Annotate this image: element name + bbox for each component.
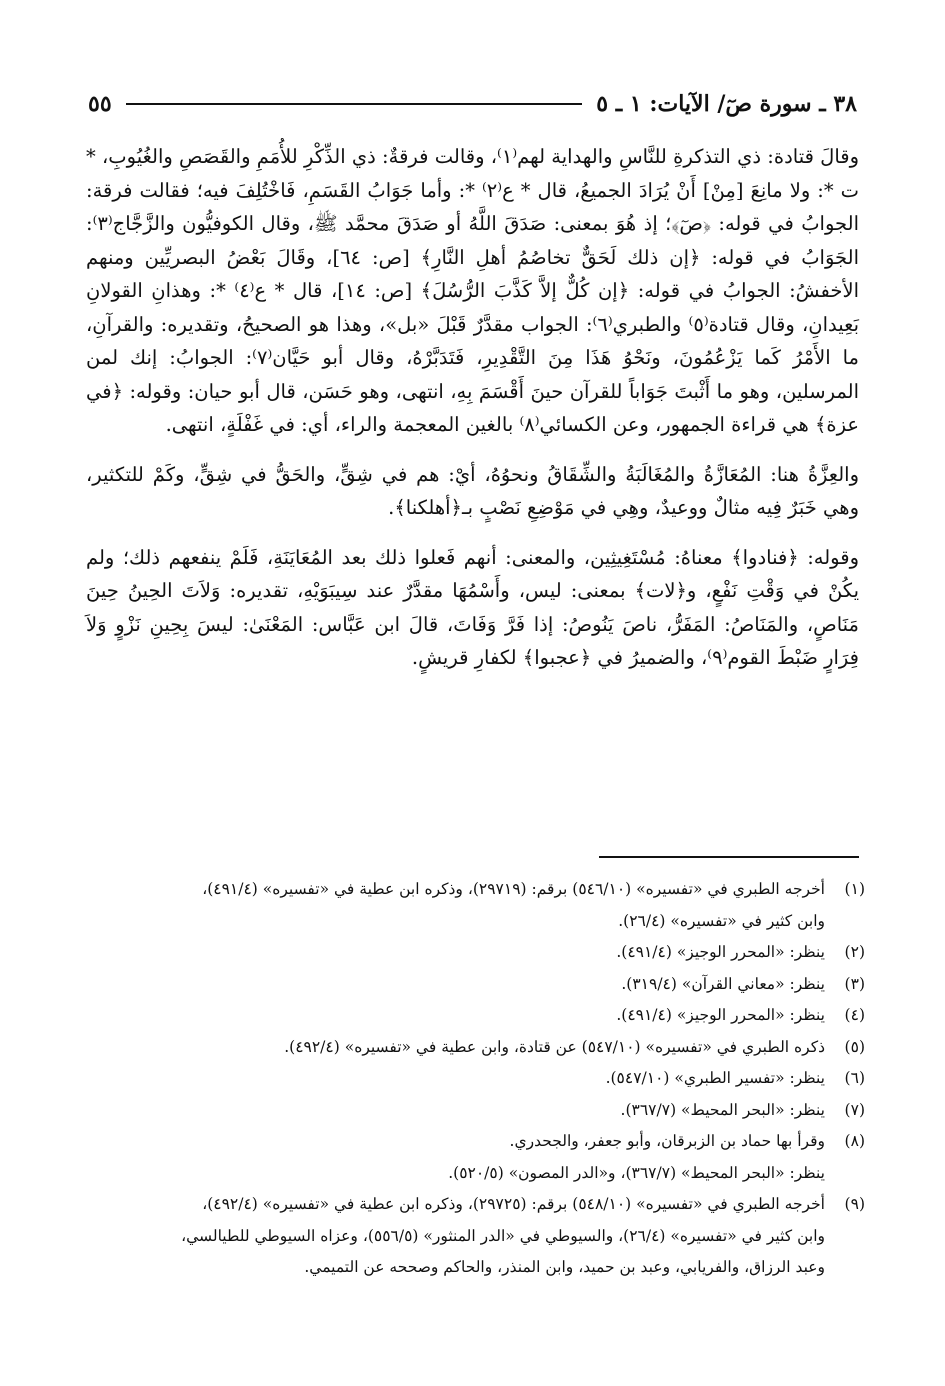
- paragraph-3: وقوله: ﴿فنادوا﴾ معناهُ: مُسْتَغِيثِين، والمعنى: أنهم فَعلوا ذلك بعد المُعَايَنَةِ، فَلَمْ ينفعهم ذلك؛ ولم يكُنْ في وَقْتِ نَفْعٍ، و﴿لات﴾ بمعنى: ليس، وأَسْمُهَا مقدَّرٌ عند سِيبَوَيْهِ، تقديره: وَلاَتَ الحِينُ حِينَ مَنَاصٍ، والمَنَاصُ: المَفَرُّ، ناصَ يَنُوصُ: إذا فَرَّ وَفَاتَ، قالَ ابن عَبَّاس: المَعْنَىٰ: ليسَ بِحِينِ نَزْوٍ وَلاَ فِرَارٍ ضَبْطَ القوم⁽٩⁾، والضميرُ في ﴿عجبوا﴾ لكفارِ قريشٍ.: [86, 545, 859, 669]
- main-text: [86, 140, 859, 675]
- footnote-separator: [599, 856, 859, 858]
- header-rule: [126, 103, 583, 105]
- paragraph-2: والعِزَّةُ هنا: المُعَازَّةُ والمُغَالَبَةُ والشِّقَاقُ ونحوُهُ، أيْ: هم في شِقٍّ، والحَقُّ في شِقٍّ، وكَمْ للتكثير، وهي خَبَرٌ فِيه مثالٌ ووعيدٌ، وهِي في مَوْضِعِ نَصْبٍ بـ﴿أهلكنا﴾.: [86, 462, 859, 519]
- footnote-number: (٨): [844, 1132, 865, 1150]
- page-number: ٥٥: [88, 91, 112, 117]
- footnote-number: (١): [844, 880, 865, 898]
- footnote-line: وقرأ بها حماد بن الزبرقان، وأبو جعفر، والجحدري.: [509, 1132, 825, 1150]
- footnote-number: (٩): [844, 1195, 865, 1213]
- footnote-number: (٥): [844, 1037, 865, 1056]
- footnote-line: ينظر: «معاني القرآن» (٣١٩/٤).: [621, 974, 825, 993]
- footnote-line: وعبد الرزاق، والفريابي، وعبد بن حميد، وابن المنذر، والحاكم وصححه عن التميمي.: [304, 1258, 825, 1276]
- footnote-line: ينظر: «المحرر الوجيز» (٤٩١/٤).: [616, 1006, 825, 1024]
- surah-title: ٣٨ ـ سورة صٓ/ الآيات: ١ ـ ٥: [596, 91, 857, 117]
- footnote-line: ينظر: «المحرر الوجيز» (٤٩١/٤).: [616, 943, 825, 961]
- footnote-9: [86, 1189, 865, 1284]
- footnote-5: [86, 1032, 865, 1064]
- footnote-1: [86, 874, 865, 937]
- footnote-8: [86, 1126, 865, 1189]
- footnote-7: [86, 1095, 865, 1127]
- footnote-line: ينظر: «البحر المحيط» (٣٦٧/٧)، و«الدر المصون» (٥٢٠/٥).: [448, 1163, 825, 1182]
- footnote-4: [86, 1000, 865, 1032]
- running-header: [88, 86, 857, 122]
- paragraph-1: وقالَ قتادة: ذي التذكرةِ للنَّاسِ والهداية لهم⁽١⁾، وقالت فرقةٌ: ذي الذِّكْرِ للأُمَمِ والقَصَصِ والغُيُوبِ، * ت *: ولا مانِعَ [مِنْ] أَنْ يُرَادَ الجميعُ، قال * ع⁽٢⁾ *: وأما جَوَابُ القَسَمِ، فَاخْتُلِفَ فيه؛ فقالت فرقة: الجوابُ في قوله: ﴿صٓ﴾؛ إذ هُوَ بمعنى: صَدَقَ اللَّهُ أو صَدَقَ محمَّد ﷺ، وقال الكوفيُّون والزَّجَّاج⁽٣⁾: الجَوَابُ في قوله: ﴿إن ذلك لَحَقٌّ تخاصُمُ أهلِ النَّارِ﴾ [ص: ٦٤]، وقَالَ بَعْضُ البصريِّين ومنهم الأخفشُ: الجوابُ في قوله: ﴿إن كُلٌّ إلاَّ كَذَّبَ الرُّسُلَ﴾ [ص: ١٤]، قال * ع⁽٤⁾ *: وهذانِ القولانِ بَعِيدانِ، وقال قتادة⁽٥⁾ والطبري⁽٦⁾: الجواب مقدَّرٌ قَبْلَ «بل»، وهذا هو الصحيحُ، وتقديره: والقرآنِ، ما الأَمْرُ كَما يَزْعُمُونَ، ونَحْوُ هَذَا مِنَ التَّقْدِيرِ، فَتَدَبَّرْهُ، وقال أبو حَيَّان⁽٧⁾: الجوابُ: إنك لمن المرسلين، وهو ما أَثْبتَ جَوَاباً للقرآن حينَ أَقْسَمَ بِهِ، انتهى، وهو حَسَن، قال أبو حيان: وقوله: ﴿في عزة﴾ هي قراءة الجمهور، وعن الكسائي⁽٨⁾ بالغين المعجمة والراء، أي: في غَفْلَةٍ، انتهى.: [86, 145, 859, 436]
- footnote-line: وابن كثير في «تفسيره» (٢٦/٤).: [618, 911, 825, 930]
- footnote-6: [86, 1063, 865, 1095]
- footnote-number: (٤): [844, 1006, 865, 1024]
- footnote-line: أخرجه الطبري في «تفسيره» (٥٤٦/١٠) برقم: (٢٩٧١٩)، وذكره ابن عطية في «تفسيره» (٤٩١/٤)،: [202, 880, 825, 898]
- footnote-number: (٣): [844, 974, 865, 993]
- footnotes: [86, 874, 865, 1284]
- footnote-line: ينظر: «البحر المحيط» (٣٦٧/٧).: [620, 1100, 825, 1119]
- footnote-line: ذكره الطبري في «تفسيره» (٥٤٧/١٠) عن قتادة، وابن عطية في «تفسيره» (٤٩٢/٤).: [284, 1037, 825, 1056]
- footnote-2: [86, 937, 865, 969]
- footnote-number: (٧): [844, 1100, 865, 1119]
- footnote-line: وابن كثير في «تفسيره» (٢٦/٤)، والسيوطي في «الدر المنثور» (٥٥٦/٥)، وعزاه السيوطي للطيالسي،: [181, 1226, 825, 1245]
- footnote-number: (٢): [844, 943, 865, 961]
- footnote-number: (٦): [844, 1069, 865, 1087]
- footnote-3: [86, 969, 865, 1001]
- footnote-line: أخرجه الطبري في «تفسيره» (٥٤٨/١٠) برقم: (٢٩٧٢٥)، وذكره ابن عطية في «تفسيره» (٤٩٢/٤)،: [202, 1195, 825, 1213]
- footnote-line: ينظر: «تفسير الطبري» (٥٤٧/١٠).: [605, 1069, 825, 1087]
